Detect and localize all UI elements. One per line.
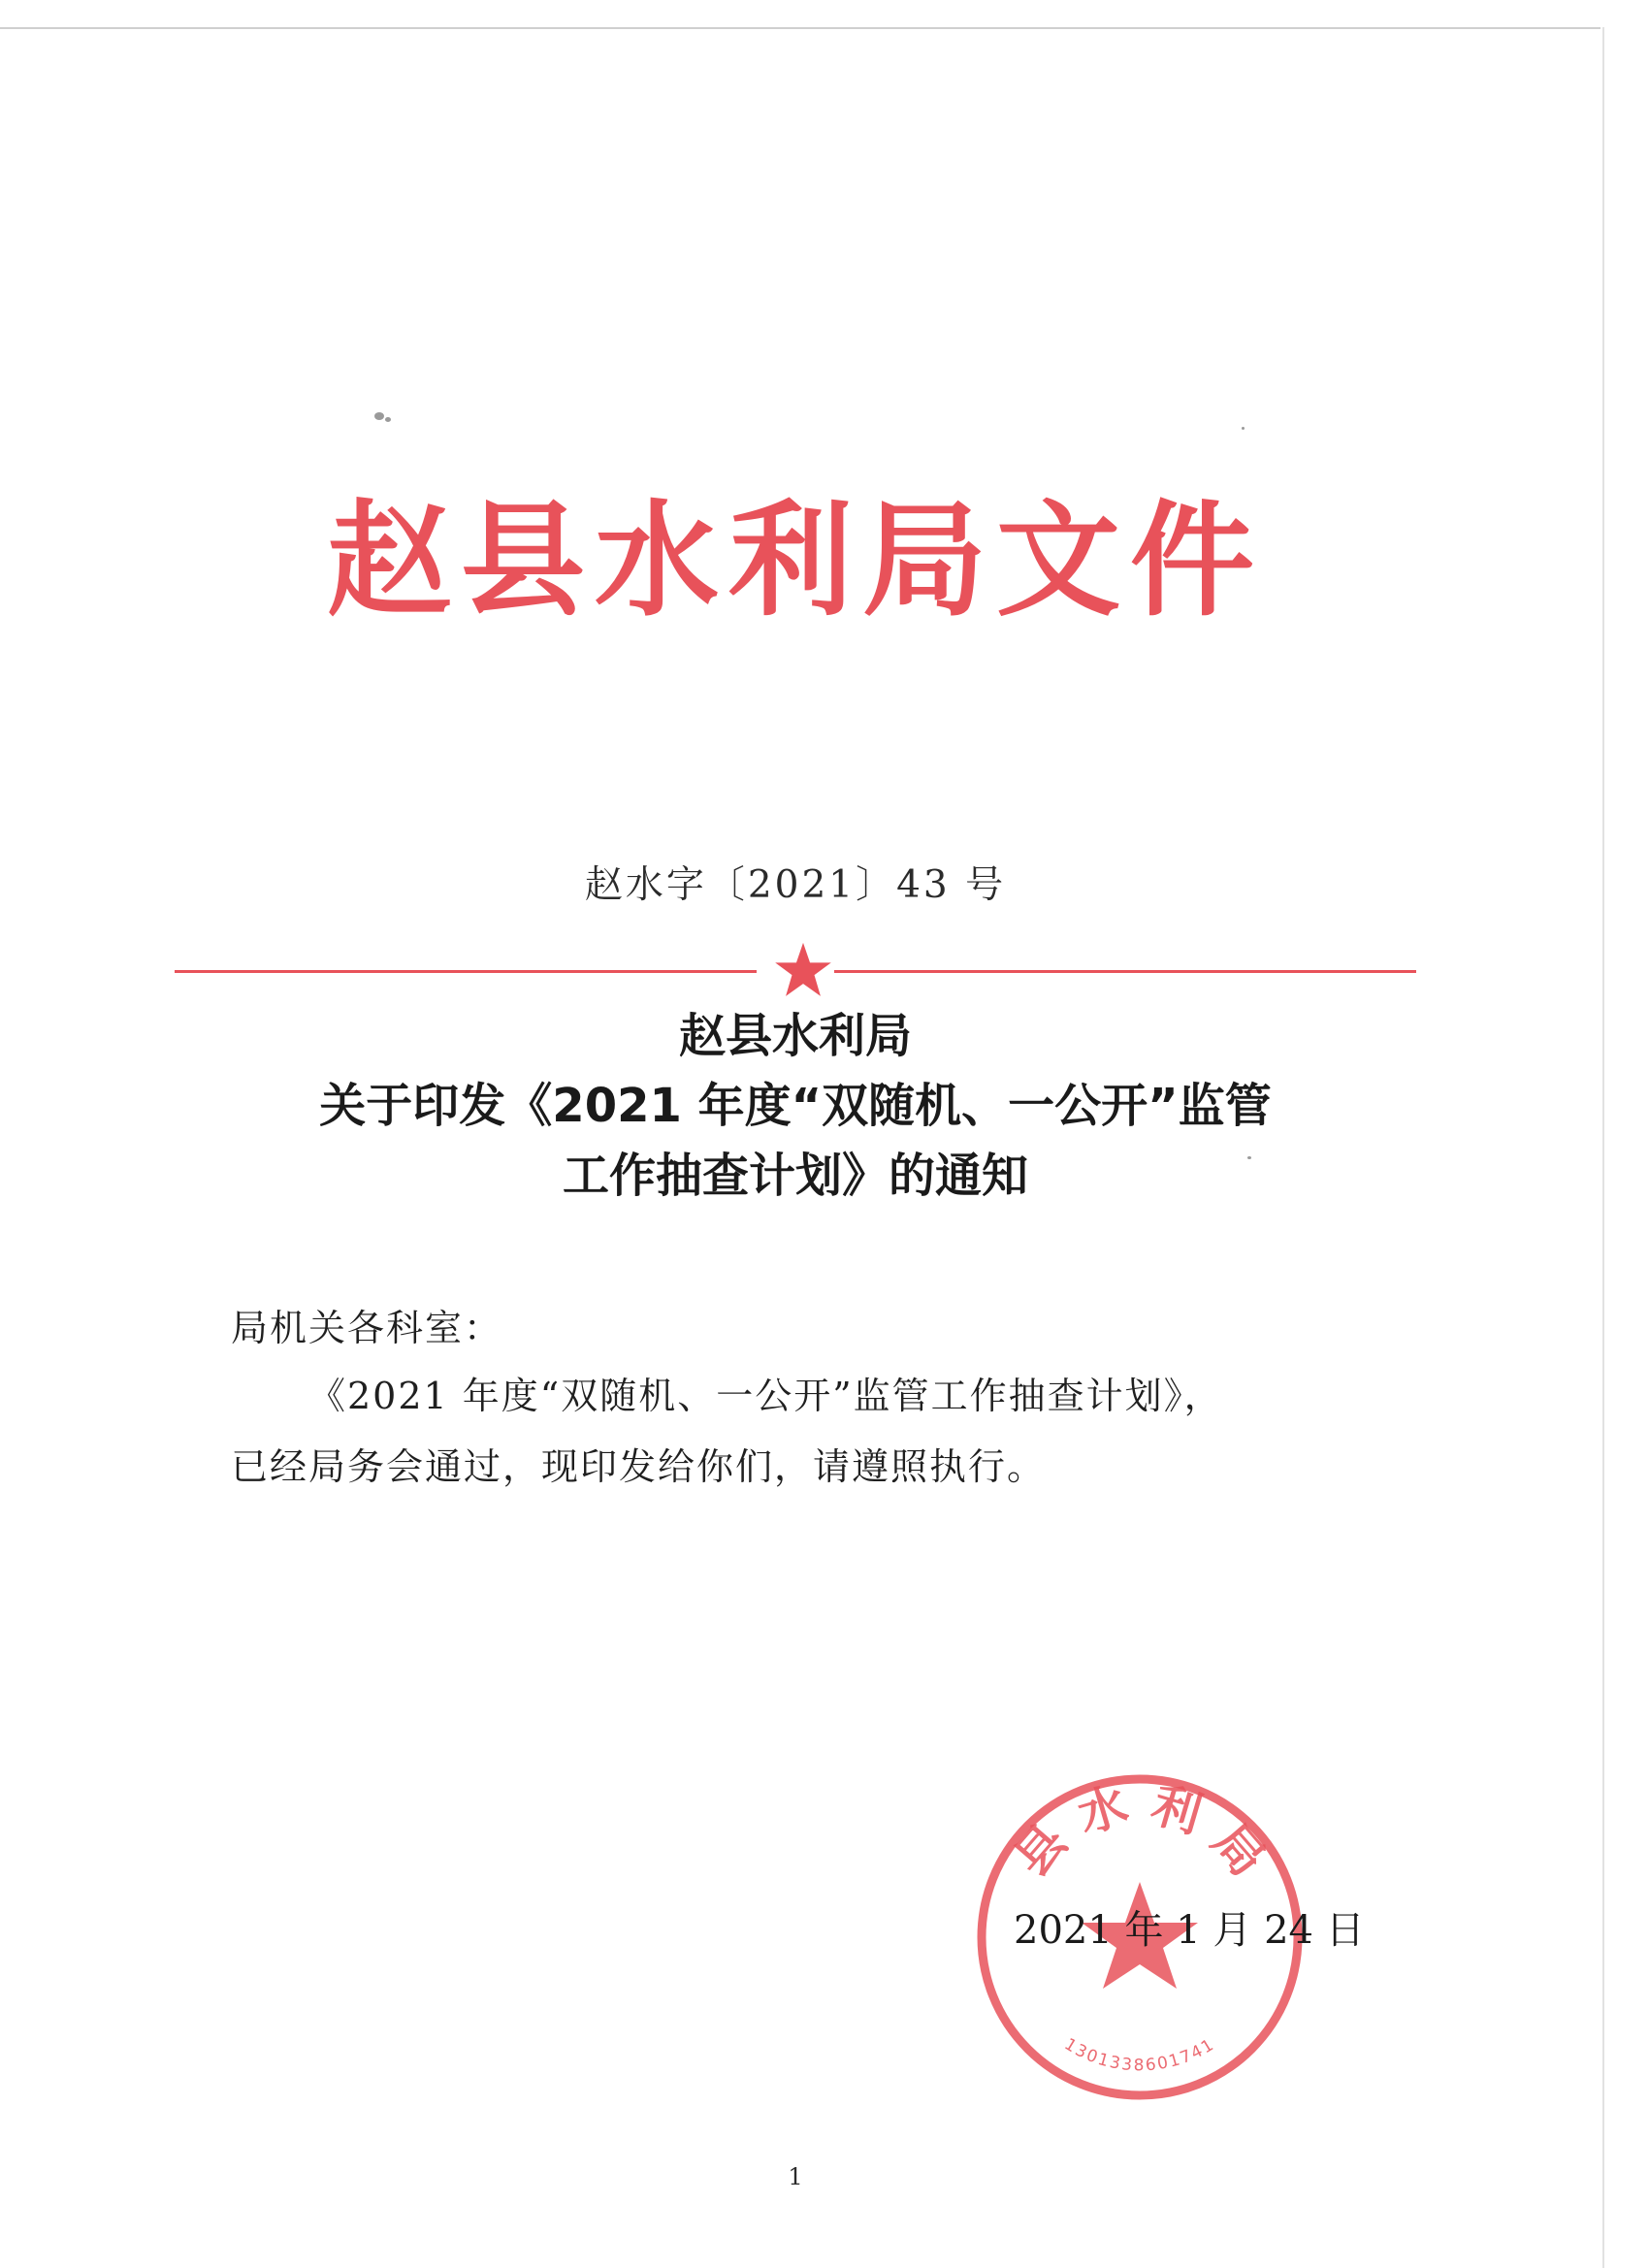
scan-edge-top <box>0 27 1600 29</box>
document-number: 赵水字〔2021〕43 号 <box>584 863 1007 907</box>
notice-title-line1: 赵县水利局 <box>678 1009 912 1063</box>
star-icon <box>772 939 834 1001</box>
notice-title-line2: 关于印发《2021 年度“双随机、一公开”监管 <box>319 1079 1272 1133</box>
document-header-title: 赵县水利局文件 <box>326 489 1264 633</box>
scan-edge-right <box>1602 27 1604 2268</box>
scan-speck <box>1242 427 1245 430</box>
red-divider-right <box>834 970 1416 973</box>
red-divider-left <box>175 970 757 973</box>
seal-label: 县 水 利 局 <box>1003 1776 1277 1888</box>
scan-speck <box>385 417 391 422</box>
body-paragraph-line1: 《2021 年度“双随机、一公开”监管工作抽查计划》， <box>308 1375 1223 1417</box>
page-number: 1 <box>788 2163 803 2190</box>
body-paragraph-line2: 已经局务会通过，现印发给你们，请遵照执行。 <box>231 1445 1047 1488</box>
seal-code: 1301338601741 <box>1060 2034 1219 2076</box>
issue-date: 2021 年 1 月 24 日 <box>1014 1908 1365 1953</box>
scan-speck <box>374 412 384 420</box>
notice-title-line3: 工作抽查计划》的通知 <box>562 1149 1028 1203</box>
salutation: 局机关各科室： <box>231 1307 503 1349</box>
